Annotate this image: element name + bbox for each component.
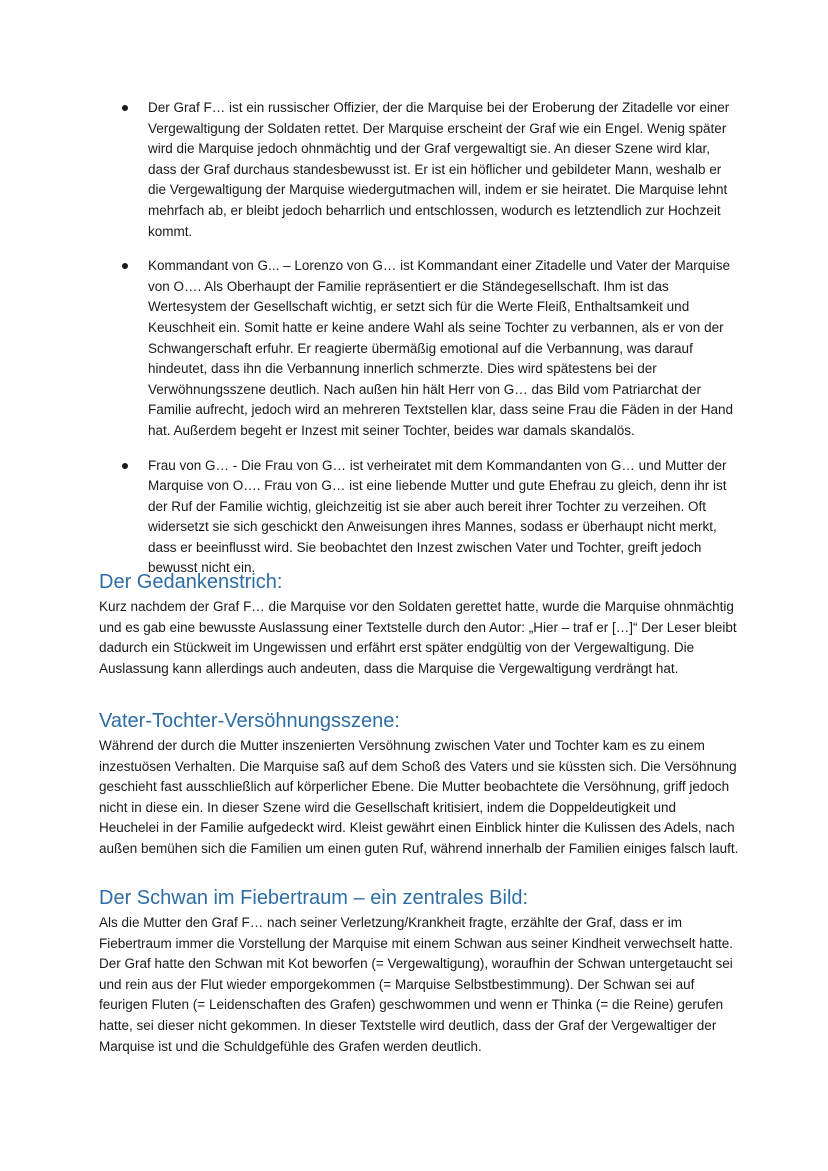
section-heading: Vater-Tochter-Versöhnungsszene:	[99, 710, 400, 732]
section-paragraph: Als die Mutter den Graf F… nach seiner Verletzung/Krankheit fragte, erzählte der Graf, dass er im Fiebertraum immer die Vorstellung der Marquise mit einem Schwan aus seiner Kindheit verwechselt hatte. Der Graf hatte den Schwan mit Kot beworfen (= Vergewaltigung), woraufhin der Schwan untergetaucht sei und rein aus der Flut wieder emporgekommen (= Marquise Selbstbestimmung). Der Schwan sei auf feurigen Fluten (= Leidenschaften des Grafen) geschwommen und wenn er Thinka (= die Reine) gerufen hatte, sei dieser nicht gekommen. In dieser Textstelle wird deutlich, dass der Graf der Vergewaltiger der Marquise ist und die Schuldgefühle des Grafen werden deutlich.	[99, 915, 734, 1054]
bullet-item-kommandant	[122, 256, 742, 441]
section-heading: Der Gedankenstrich:	[99, 571, 283, 593]
bullet-icon	[122, 105, 128, 111]
section-paragraph: Während der durch die Mutter inszenierten Versöhnung zwischen Vater und Tochter kam es zu einem inzestuösen Verhalten. Die Marquise saß auf dem Schoß des Vaters und sie küssten sich. Die Versöhnung geschieht fast ausschließlich auf körperlicher Ebene. Die Mutter beobachtete die Versöhnung, griff jedoch nicht in diese ein. In dieser Szene wird die Gesellschaft kritisiert, indem die Doppeldeutigkeit und Heuchelei in der Familie aufgedeckt wird. Kleist gewährt einen Einblick hinter die Kulissen des Adels, nach außen bemühen sich die Familien um einen guten Ruf, während innerhalb der Familien einiges falsch lauft.	[99, 738, 739, 856]
bullet-text: Frau von G… - Die Frau von G… ist verheiratet mit dem Kommandanten von G… und Mutter der Marquise von O…. Frau von G… ist eine liebende Mutter und gute Ehefrau zu gleich, denn ihr ist der Ruf der Familie wichtig, gleichzeitig ist sie aber auch bereit ihrer Tochter zu verzeihen. Oft widersetzt sie sich geschickt den Anweisungen ihres Mannes, sodass er überhaupt nicht merkt, dass er beeinflusst wird. Sie beobachtet den Inzest zwischen Vater und Tochter, greift jedoch bewusst nicht ein.	[148, 457, 727, 576]
bullet-text: Kommandant von G... – Lorenzo von G… ist Kommandant einer Zitadelle und Vater der Marquise von O…. Als Oberhaupt der Familie repräsentiert er die Ständegesellschaft. Ihm ist das Wertesystem der Gesellschaft wichtig, er setzt sich für die Werte Fleiß, Enthaltsamkeit und Keuschheit ein. Somit hatte er keine andere Wahl als seine Tochter zu verbannen, als er von der Schwangerschaft erfuhr. Er reagierte übermäßig emotional auf die Verbannung, was darauf hindeutet, dass ihn die Verbannung innerlich schmerzte. Dies wird spätestens bei der Verwöhnungsszene deutlich. Nach außen hin hält Herr von G… das Bild vom Patriarchat der Familie aufrecht, jedoch wird an mehreren Textstellen klar, dass seine Frau die Fäden in der Hand hat. Außerdem begeht er Inzest mit seiner Tochter, beides war damals skandalös.	[148, 258, 734, 438]
section-gedankenstrich	[99, 570, 739, 679]
section-paragraph: Kurz nachdem der Graf F… die Marquise vor den Soldaten gerettet hatte, wurde die Marquise ohnmächtig und es gab eine bewusste Auslassung einer Textstelle durch den Autor: „Hier – traf er […]“ Der Leser bleibt dadurch ein Stückweit im Ungewissen und erfährt erst später endgültig von der Vergewaltigung. Die Auslassung kann allerdings auch andeuten, dass die Marquise die Vergewaltigung verdrängt hat.	[99, 599, 737, 676]
section-versoehnungsszene	[99, 709, 739, 860]
section-schwan	[99, 886, 739, 1057]
section-heading: Der Schwan im Fiebertraum – ein zentrales Bild:	[99, 887, 529, 909]
bullet-icon	[122, 463, 128, 469]
bullet-icon	[122, 263, 128, 269]
bullet-text: Der Graf F… ist ein russischer Offizier, der die Marquise bei der Eroberung der Zitadelle vor einer Vergewaltigung der Soldaten rettet. Der Marquise erscheint der Graf wie ein Engel. Wenig später wird die Marquise jedoch ohnmächtig und der Graf vergewaltigt sie. An dieser Szene wird klar, dass der Graf durchaus standesbewusst ist. Er ist ein höflicher und gebildeter Mann, weshalb er die Vergewaltigung der Marquise wiedergutmachen will, indem er sie heiratet. Die Marquise lehnt mehrfach ab, er bleibt jedoch beharrlich und entschlossen, wodurch es letztendlich zur Hochzeit kommt.	[148, 100, 730, 239]
bullet-item-frau	[122, 456, 742, 580]
bullet-item-graf	[122, 98, 742, 242]
character-bullet-list	[122, 98, 742, 593]
